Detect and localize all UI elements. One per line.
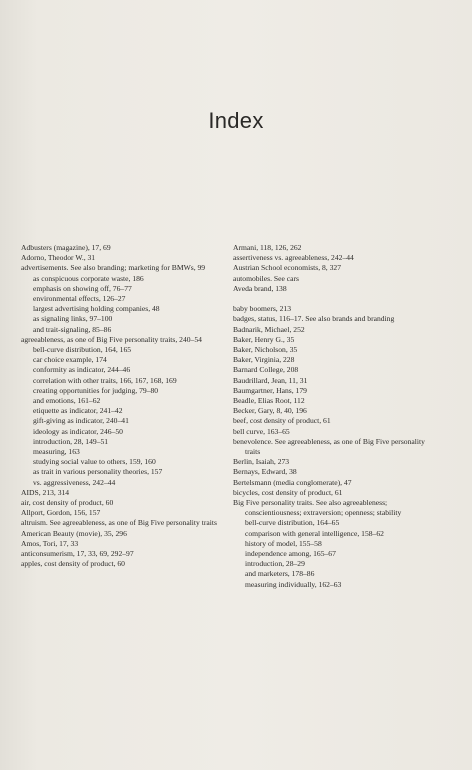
index-entry: bell curve, 163–65 xyxy=(233,426,290,436)
index-entry: automobiles. See cars xyxy=(233,273,300,283)
index-entry: agreeableness, as one of Big Five personality traits, 240–54 xyxy=(21,334,202,344)
index-subentry: largest advertising holding companies, 48 xyxy=(33,304,160,314)
index-entry: Allport, Gordon, 156, 157 xyxy=(21,508,101,518)
index-entry: Aveda brand, 138 xyxy=(233,283,287,293)
index-entry: Baumgartner, Hans, 179 xyxy=(233,385,307,395)
index-entry: Becker, Gary, 8, 40, 196 xyxy=(233,406,307,416)
index-subentry: introduction, 28, 149–51 xyxy=(33,436,109,446)
index-subentry: history of model, 155–58 xyxy=(245,538,322,548)
index-entry: Amos, Tori, 17, 33 xyxy=(21,538,79,548)
index-entry: anticonsumerism, 17, 33, 69, 292–97 xyxy=(21,549,134,559)
index-entry: American Beauty (movie), 35, 296 xyxy=(21,528,127,538)
index-entry: Adbusters (magazine), 17, 69 xyxy=(21,243,111,252)
index-entry: badges, status, 116–17. See also brands and branding xyxy=(233,314,395,324)
index-column-left xyxy=(21,243,217,570)
index-entry: beef, cost density of product, 61 xyxy=(233,416,331,426)
index-subentry: measuring, 163 xyxy=(33,447,80,457)
index-entry: assertiveness vs. agreeableness, 242–44 xyxy=(233,253,354,263)
index-entry: air, cost density of product, 60 xyxy=(21,498,114,508)
index-subentry: independence among, 165–67 xyxy=(245,549,336,559)
index-entry: Berlin, Isaiah, 273 xyxy=(233,457,290,467)
index-subentry: conformity as indicator, 244–46 xyxy=(33,365,131,375)
index-entry: benevolence. See agreeableness, as one of Big Five personality traits xyxy=(233,436,425,457)
index-subentry: ideology as indicator, 246–50 xyxy=(33,426,123,436)
index-entry: Big Five personality traits. See also agreeableness; conscientiousness; extraversion; openness; stability xyxy=(233,498,402,518)
index-entry: Barnard College, 208 xyxy=(233,365,299,375)
index-entry: Bertelsmann (media conglomerate), 47 xyxy=(233,477,352,487)
index-entry: altruism. See agreeableness, as one of Big Five personality traits xyxy=(21,518,217,528)
index-entry: advertisements. See also branding; marketing for BMWs, 99 xyxy=(21,263,206,273)
index-subentry: environmental effects, 126–27 xyxy=(33,294,126,304)
index-subentry: introduction, 28–29 xyxy=(245,559,305,569)
index-subentry: studying social value to others, 159, 160 xyxy=(33,457,156,467)
index-entry: Baudrillard, Jean, 11, 31 xyxy=(233,375,308,385)
index-subentry: gift-giving as indicator, 240–41 xyxy=(33,416,129,426)
index-subentry: comparison with general intelligence, 158–62 xyxy=(245,528,384,538)
index-entry: Adorno, Theodor W., 31 xyxy=(21,253,96,263)
index-entry: AIDS, 213, 314 xyxy=(21,487,70,497)
index-subentry: as signaling links, 97–100 xyxy=(33,314,113,324)
index-subentry: measuring individually, 162–63 xyxy=(245,579,342,589)
index-subentry: and trait-signaling, 85–86 xyxy=(33,324,112,334)
index-subentry: and emotions, 161–62 xyxy=(33,396,101,406)
index-subentry: vs. aggressiveness, 242–44 xyxy=(33,477,116,487)
index-spacer xyxy=(233,294,429,304)
index-subentry: etiquette as indicator, 241–42 xyxy=(33,406,123,416)
index-entry: Beadle, Elias Root, 112 xyxy=(233,396,305,406)
index-entry: Baker, Virginia, 228 xyxy=(233,355,295,365)
index-subentry: emphasis on showing off, 76–77 xyxy=(33,283,132,293)
index-entry: bicycles, cost density of product, 61 xyxy=(233,487,343,497)
index-entry: Baker, Henry G., 35 xyxy=(233,334,295,344)
index-entry: Armani, 118, 126, 262 xyxy=(233,243,302,252)
index-entry: apples, cost density of product, 60 xyxy=(21,559,125,569)
page-title: Index xyxy=(208,108,264,133)
index-subentry: car choice example, 174 xyxy=(33,355,107,365)
index-subentry: and marketers, 178–86 xyxy=(245,569,315,579)
index-subentry: as trait in various personality theories, 157 xyxy=(33,467,163,477)
index-entry: baby boomers, 213 xyxy=(233,304,291,314)
index-entry: Baker, Nicholson, 35 xyxy=(233,345,298,355)
index-subentry: bell-curve distribution, 164, 165 xyxy=(33,345,132,355)
index-subentry: creating opportunities for judging, 79–80 xyxy=(33,385,159,395)
index-entry: Badnarik, Michael, 252 xyxy=(233,324,305,334)
index-subentry: correlation with other traits, 166, 167, 168, 169 xyxy=(33,375,177,385)
index-entry: Austrian School economists, 8, 327 xyxy=(233,263,341,273)
index-entry: Bernays, Edward, 38 xyxy=(233,467,297,477)
index-subentry: bell-curve distribution, 164–65 xyxy=(245,518,340,528)
index-column-right xyxy=(233,243,429,590)
index-subentry: as conspicuous corporate waste, 186 xyxy=(33,273,144,283)
